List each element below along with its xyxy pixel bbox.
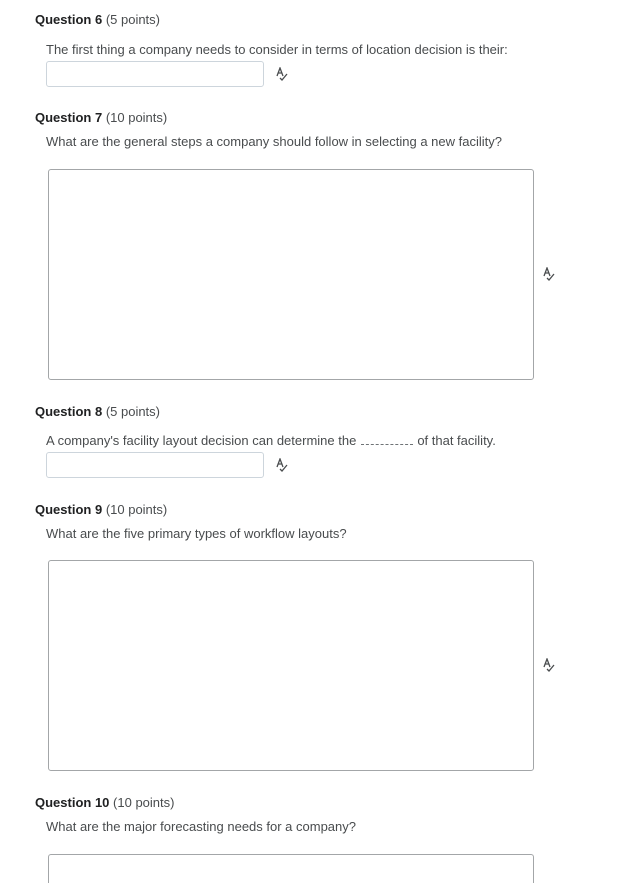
spellcheck-icon[interactable] — [542, 267, 556, 281]
question-8-header — [35, 404, 160, 419]
question-9-prompt: What are the five primary types of workflow layouts? — [46, 526, 347, 541]
question-points: (10 points) — [113, 795, 175, 810]
question-label: Question 7 — [35, 110, 103, 125]
question-points: (5 points) — [105, 404, 161, 419]
spellcheck-icon[interactable] — [275, 67, 289, 81]
question-points: (5 points) — [105, 12, 161, 27]
question-7-answer-textarea[interactable] — [48, 169, 534, 380]
question-6-prompt: The first thing a company needs to consider in terms of location decision is their: — [46, 42, 508, 57]
spellcheck-icon[interactable] — [542, 658, 556, 672]
question-10-header — [35, 795, 174, 810]
question-6-header — [35, 12, 160, 27]
question-points: (10 points) — [105, 502, 168, 517]
question-9-header — [35, 502, 167, 517]
prompt-text-before: A company's facility layout decision can determine the — [46, 433, 357, 448]
question-label: Question 10 — [35, 795, 110, 810]
question-label: Question 8 — [35, 404, 103, 419]
question-8-answer-input[interactable] — [46, 452, 264, 478]
question-8-prompt — [46, 433, 496, 448]
question-label: Question 9 — [35, 502, 103, 517]
question-6-answer-input[interactable] — [46, 61, 264, 87]
question-points: (10 points) — [105, 110, 168, 125]
question-7-header — [35, 110, 167, 125]
fill-in-blank — [361, 434, 413, 445]
question-10-answer-textarea[interactable] — [48, 854, 534, 883]
spellcheck-icon[interactable] — [275, 458, 289, 472]
question-9-answer-textarea[interactable] — [48, 560, 534, 771]
question-10-prompt: What are the major forecasting needs for a company? — [46, 819, 356, 834]
prompt-text-after: of that facility. — [417, 433, 496, 448]
question-7-prompt: What are the general steps a company should follow in selecting a new facility? — [46, 134, 502, 149]
question-label: Question 6 — [35, 12, 103, 27]
